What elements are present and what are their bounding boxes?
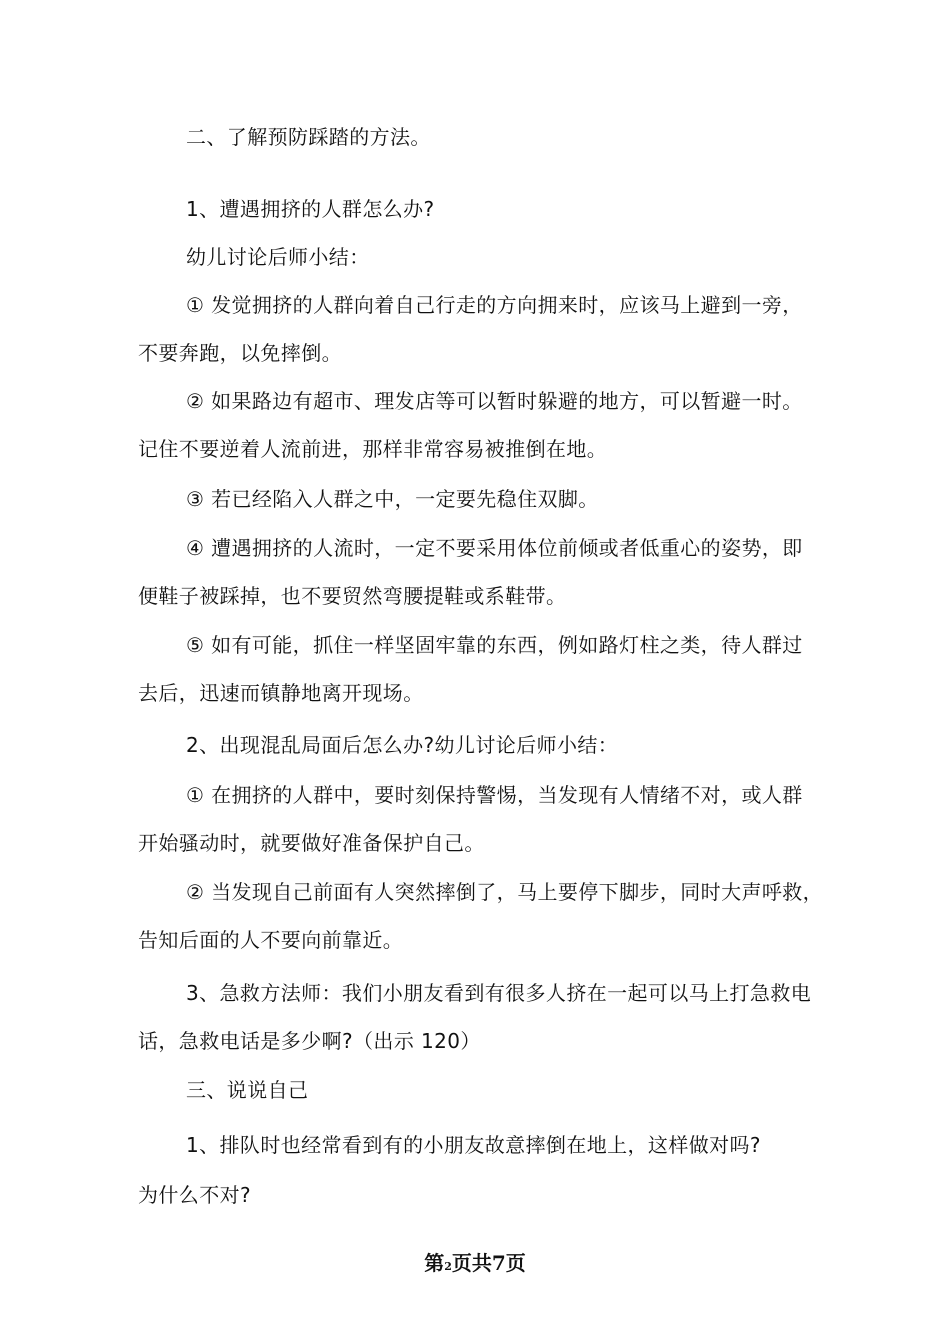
paragraph-line: 不要奔跑，以免摔倒。	[138, 341, 342, 365]
list-item-line: ① 在拥挤的人群中，要时刻保持警惕，当发现有人情绪不对，或人群	[186, 783, 803, 807]
paragraph-line: 记住不要逆着人流前进，那样非常容易被推倒在地。	[138, 437, 608, 461]
footer-middle: 页共	[451, 1251, 492, 1275]
list-item-line: ④ 遭遇拥挤的人流时，一定不要采用体位前倾或者低重心的姿势，即	[186, 536, 803, 560]
paragraph-line: 幼儿讨论后师小结：	[186, 245, 370, 269]
paragraph-line: 去后，迅速而镇静地离开现场。	[138, 681, 424, 705]
list-item-line: ② 如果路边有超市、理发店等可以暂时躲避的地方，可以暂避一时。	[186, 389, 803, 413]
total-page-count: 7	[491, 1251, 506, 1275]
paragraph-line: 便鞋子被踩掉，也不要贸然弯腰提鞋或系鞋带。	[138, 584, 567, 608]
current-page-number: 2	[444, 1260, 452, 1273]
question-heading: 1、遭遇拥挤的人群怎么办?	[186, 197, 435, 221]
page-number-footer	[0, 1249, 950, 1281]
list-item-line: ⑤ 如有可能，抓住一样坚固牢靠的东西，例如路灯柱之类，待人群过	[186, 633, 803, 657]
paragraph-line: 为什么不对?	[138, 1183, 252, 1207]
question-heading: 1、排队时也经常看到有的小朋友故意摔倒在地上，这样做对吗?	[186, 1133, 761, 1157]
paragraph-line: 话，急救电话是多少啊?（出示 120）	[138, 1029, 481, 1053]
paragraph-line: 告知后面的人不要向前靠近。	[138, 928, 404, 952]
footer-suffix: 页	[505, 1251, 526, 1275]
section-heading: 三、说说自己	[186, 1078, 309, 1102]
paragraph-line: 开始骚动时，就要做好准备保护自己。	[138, 831, 485, 855]
list-item-line: ③ 若已经陷入人群之中，一定要先稳住双脚。	[186, 487, 599, 511]
list-item-line: ② 当发现自己前面有人突然摔倒了，马上要停下脚步，同时大声呼救，	[186, 880, 824, 904]
footer-prefix: 第	[424, 1251, 445, 1275]
question-heading: 2、出现混乱局面后怎么办?幼儿讨论后师小结：	[186, 733, 619, 757]
list-item-line: ① 发觉拥挤的人群向着自己行走的方向拥来时，应该马上避到一旁，	[186, 293, 803, 317]
section-heading: 二、了解预防踩踏的方法。	[186, 125, 431, 149]
question-heading: 3、急救方法师：我们小朋友看到有很多人挤在一起可以马上打急救电	[186, 981, 812, 1005]
